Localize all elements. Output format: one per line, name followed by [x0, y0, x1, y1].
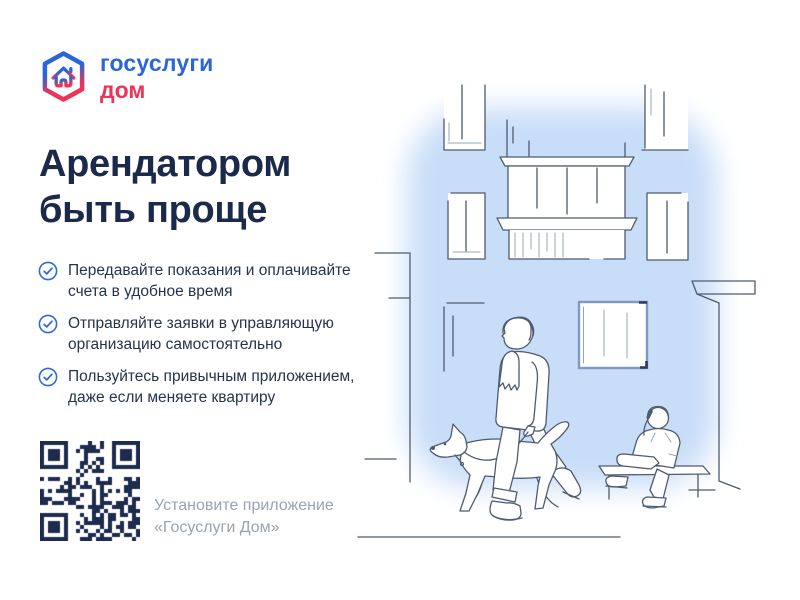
window: [579, 302, 647, 368]
building-illustration: [352, 45, 788, 570]
logo-text-gosuslugi: госуслуги: [100, 49, 214, 76]
check-circle-icon: [38, 367, 58, 387]
benefit-text: Передавайте показания и оплачивайте счета в удобное время: [68, 262, 351, 300]
logo-name: [100, 49, 214, 103]
logo-text-dom: дом: [100, 76, 146, 103]
benefit-text: Пользуйтесь привычным приложением, даже если меняете квартиру: [68, 368, 355, 406]
check-circle-icon: [38, 314, 58, 334]
page-title: [39, 141, 291, 233]
list-item: [38, 313, 378, 355]
benefits-list: [38, 260, 378, 408]
qr-block: [40, 441, 334, 541]
check-circle-icon: [38, 261, 58, 281]
window: [647, 193, 688, 260]
qr-caption: Установите приложение «Госуслуги Дом»: [154, 497, 334, 536]
page-title-line1: Арендатором: [39, 143, 292, 185]
benefit-text: Отправляйте заявки в управляющую организацию самостоятельно: [68, 315, 334, 353]
house-hexagon-icon: [40, 50, 87, 103]
qr-code: [40, 441, 140, 541]
list-item: [38, 366, 378, 408]
window: [642, 85, 688, 150]
building-corner-left: [365, 253, 410, 482]
list-item: [38, 260, 378, 302]
window: [444, 85, 485, 150]
logo: [40, 50, 213, 103]
page-title-line2: быть проще: [39, 189, 268, 231]
window: [448, 193, 485, 259]
